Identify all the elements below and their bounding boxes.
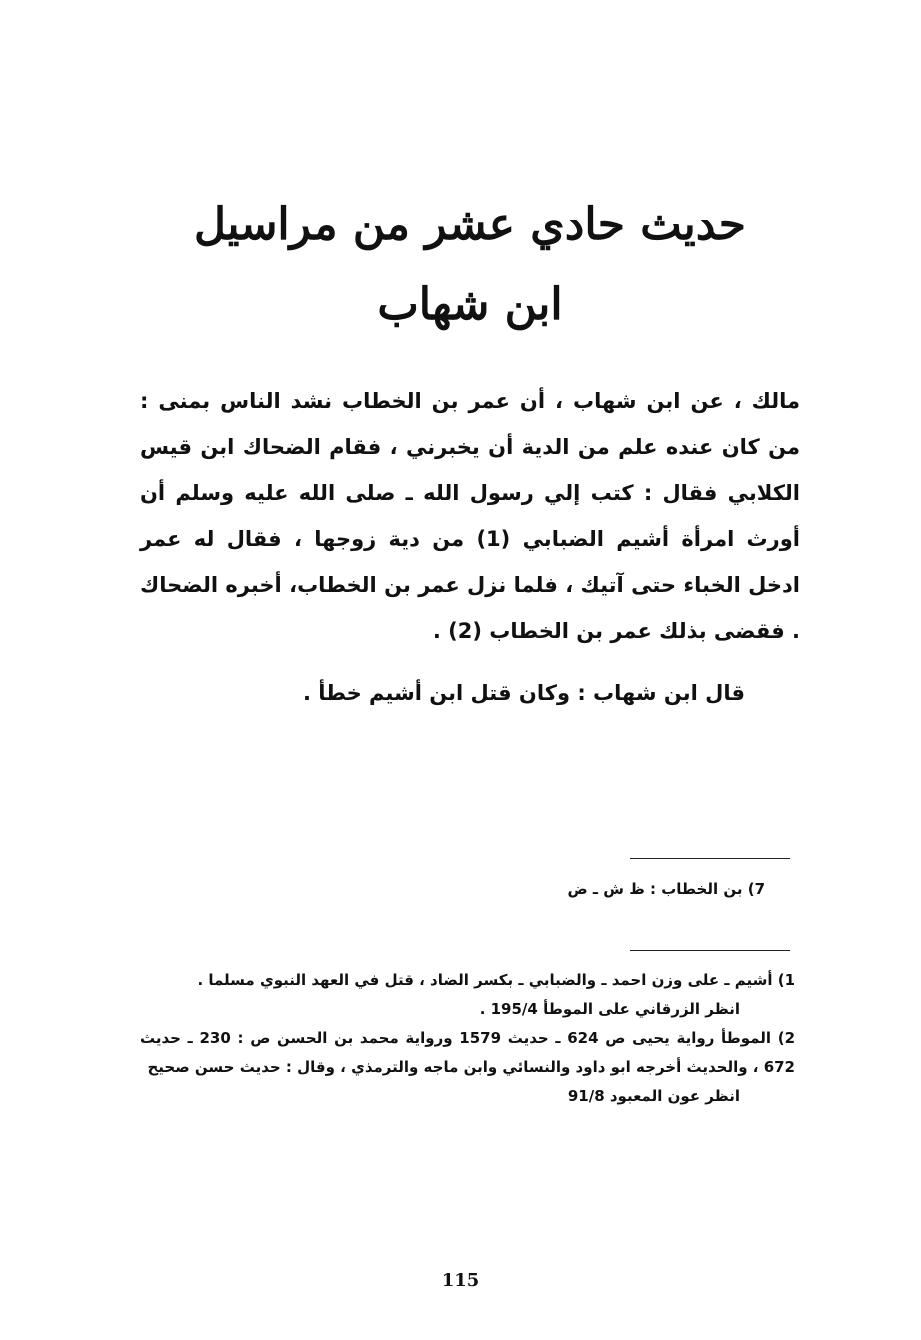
title-line-1: حديث حادي عشر من مراسيل (193, 199, 747, 250)
footnote-divider-1 (630, 858, 790, 859)
footnote-2-reference: انظر عون المعبود 91/8 (567, 1087, 740, 1105)
footnote-1: 1) أشيم ـ على وزن احمد ـ والضبابي ـ بكسر الضاد ، قتل في العهد النبوي مسلما . (197, 971, 795, 989)
footnote-2: 2) الموطأ رواية يحيى ص 624 ـ حديث 1579 ورواية محمد بن الحسن ص : 230 ـ حديث 672 ، والحديث أخرجه ابو داود والنسائي وابن ماجه والترمذي ، وقال : حديث حسن صحيح (140, 1029, 795, 1076)
footnote-divider-2 (630, 950, 790, 951)
ibn-shihab-remark: قال ابن شهاب : وكان قتل ابن أشيم خطأ . (302, 681, 745, 705)
chapter-title (150, 185, 790, 345)
footnote-1-reference: انظر الزرقاني على الموطأ 195/4 . (479, 1000, 740, 1018)
hadith-body (140, 378, 800, 716)
footnotes (140, 966, 795, 1111)
page-number: 115 (441, 1270, 480, 1291)
hadith-paragraph: مالك ، عن ابن شهاب ، أن عمر بن الخطاب نشد الناس بمنى : من كان عنده علم من الدية أن يخبرني ، فقام الضحاك ابن قيس الكلابي فقال : كتب إلي رسول الله ـ صلى الله عليه وسلم أن أورث امرأة أشيم الضبابي (1) من دية زوجها ، فقال له عمر ادخل الخباء حتى آتيك ، فلما نزل عمر بن الخطاب، أخبره الضحاك . فقضى بذلك عمر بن الخطاب (2) . (140, 389, 801, 643)
variant-note: 7) بن الخطاب : ظ ش ـ ض (567, 880, 765, 898)
title-line-2: ابن شهاب (377, 279, 563, 330)
